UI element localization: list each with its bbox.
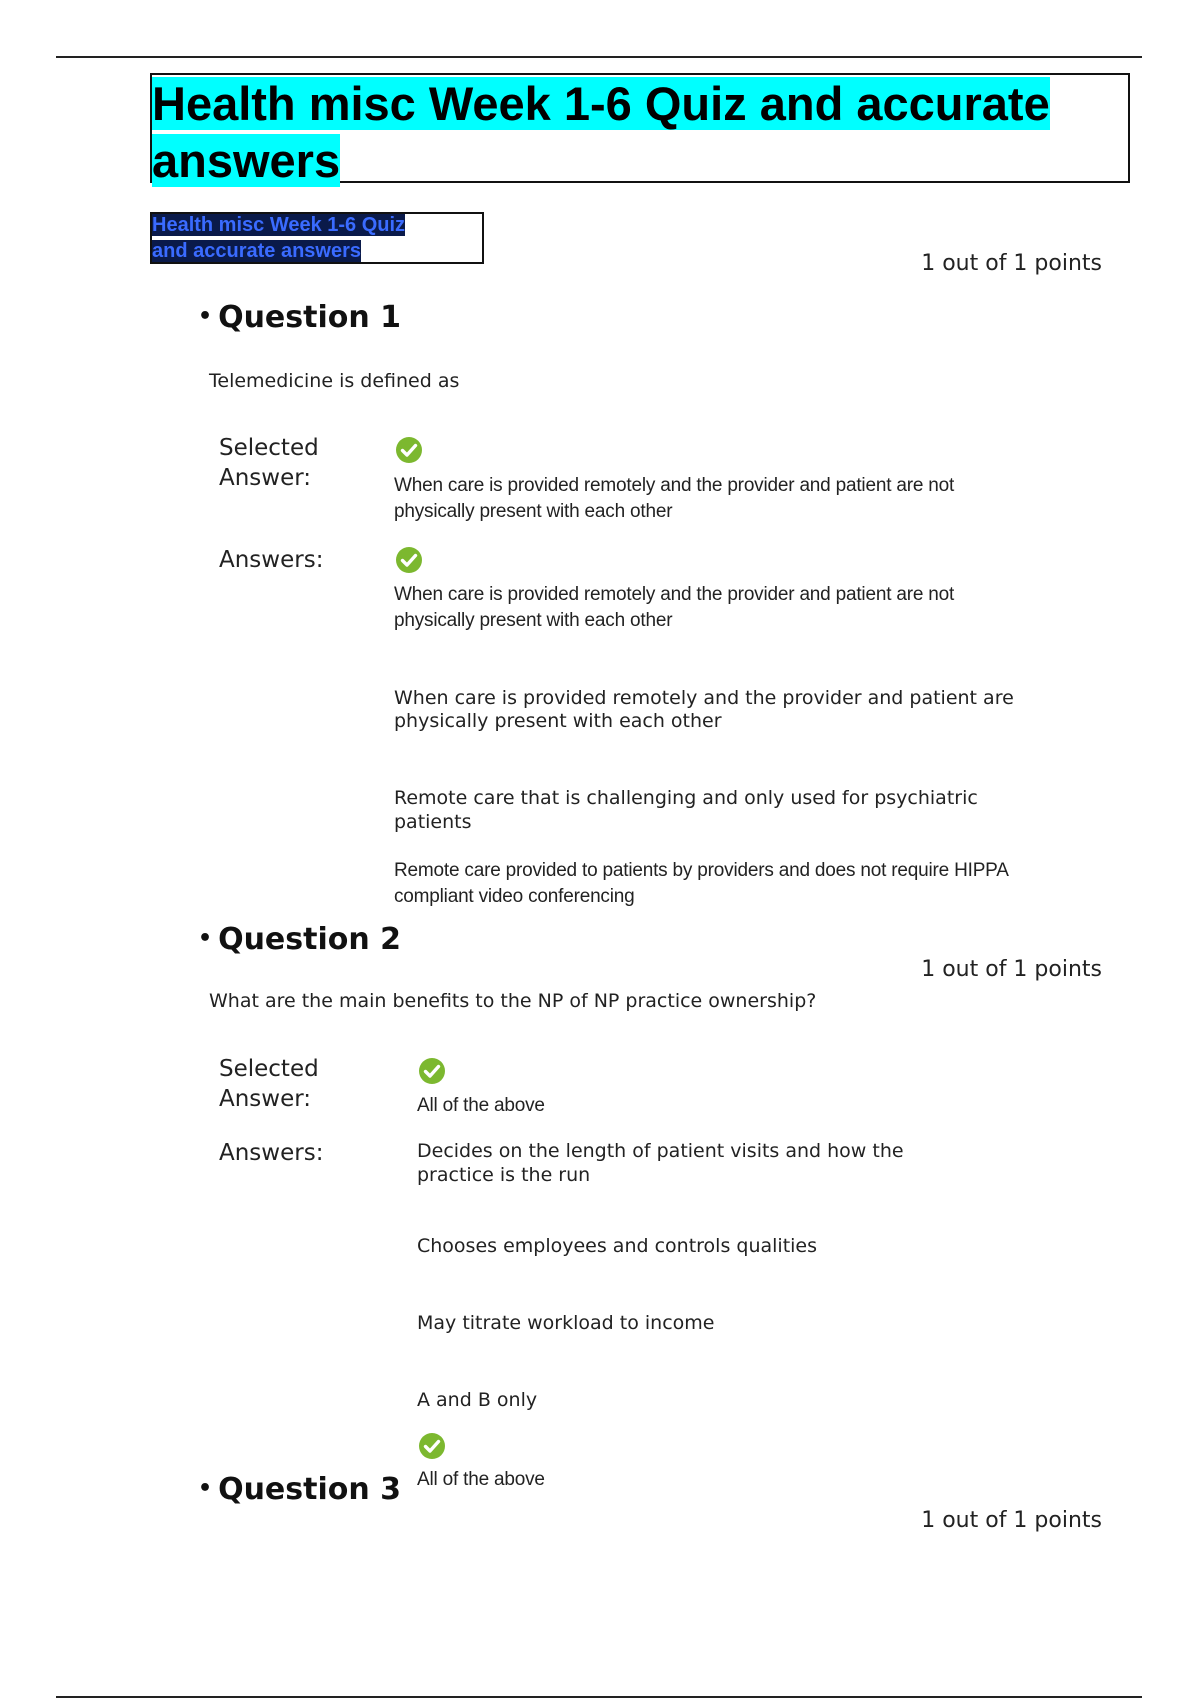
answers-label: Answers:: [219, 547, 324, 573]
question-1-selected-answer: When care is provided remotely and the provider and patient are not physically present with each other: [394, 475, 955, 522]
check-circle-icon: [418, 1432, 446, 1460]
answer-option: Remote care provided to patients by providers and does not require HIPPA compliant video conferencing: [394, 860, 1009, 907]
bottom-rule: [56, 1696, 1142, 1698]
answer-option: Decides on the length of patient visits and how the practice is the run: [417, 1140, 904, 1186]
question-1-prompt: Telemedicine is defined as: [209, 370, 460, 392]
answer-option: Chooses employees and controls qualities: [417, 1235, 818, 1257]
question-1-heading: • Question 1: [198, 300, 402, 335]
question-2-points: 1 out of 1 points: [921, 957, 1102, 982]
document-subtitle: Health misc Week 1-6 Quiz and accurate answers: [152, 214, 406, 262]
question-2-heading: • Question 2: [198, 922, 402, 957]
selected-answer-label: Selected Answer:: [219, 435, 319, 491]
answer-option: When care is provided remotely and the provider and patient are physically present with each other: [394, 687, 1014, 732]
answer-option: A and B only: [417, 1389, 538, 1411]
answers-label: Answers:: [219, 1140, 324, 1166]
answer-option: All of the above: [417, 1469, 545, 1490]
check-circle-icon: [418, 1057, 446, 1085]
top-rule: [56, 56, 1142, 58]
answer-option: When care is provided remotely and the provider and patient are not physically present with each other: [394, 584, 955, 631]
selected-answer-label: Selected Answer:: [219, 1056, 319, 1112]
question-3-heading: • Question 3: [198, 1472, 402, 1507]
check-circle-icon: [395, 436, 423, 464]
check-circle-icon: [395, 546, 423, 574]
document-title: Health misc Week 1-6 Quiz and accurate answers: [152, 77, 1050, 187]
answer-option: May titrate workload to income: [417, 1312, 715, 1334]
question-3-points: 1 out of 1 points: [921, 1508, 1102, 1533]
question-2-prompt: What are the main benefits to the NP of NP practice ownership?: [209, 990, 817, 1012]
question-2-selected-answer: All of the above: [417, 1095, 545, 1116]
answer-option: Remote care that is challenging and only used for psychiatric patients: [394, 787, 978, 833]
question-1-points: 1 out of 1 points: [921, 251, 1102, 276]
